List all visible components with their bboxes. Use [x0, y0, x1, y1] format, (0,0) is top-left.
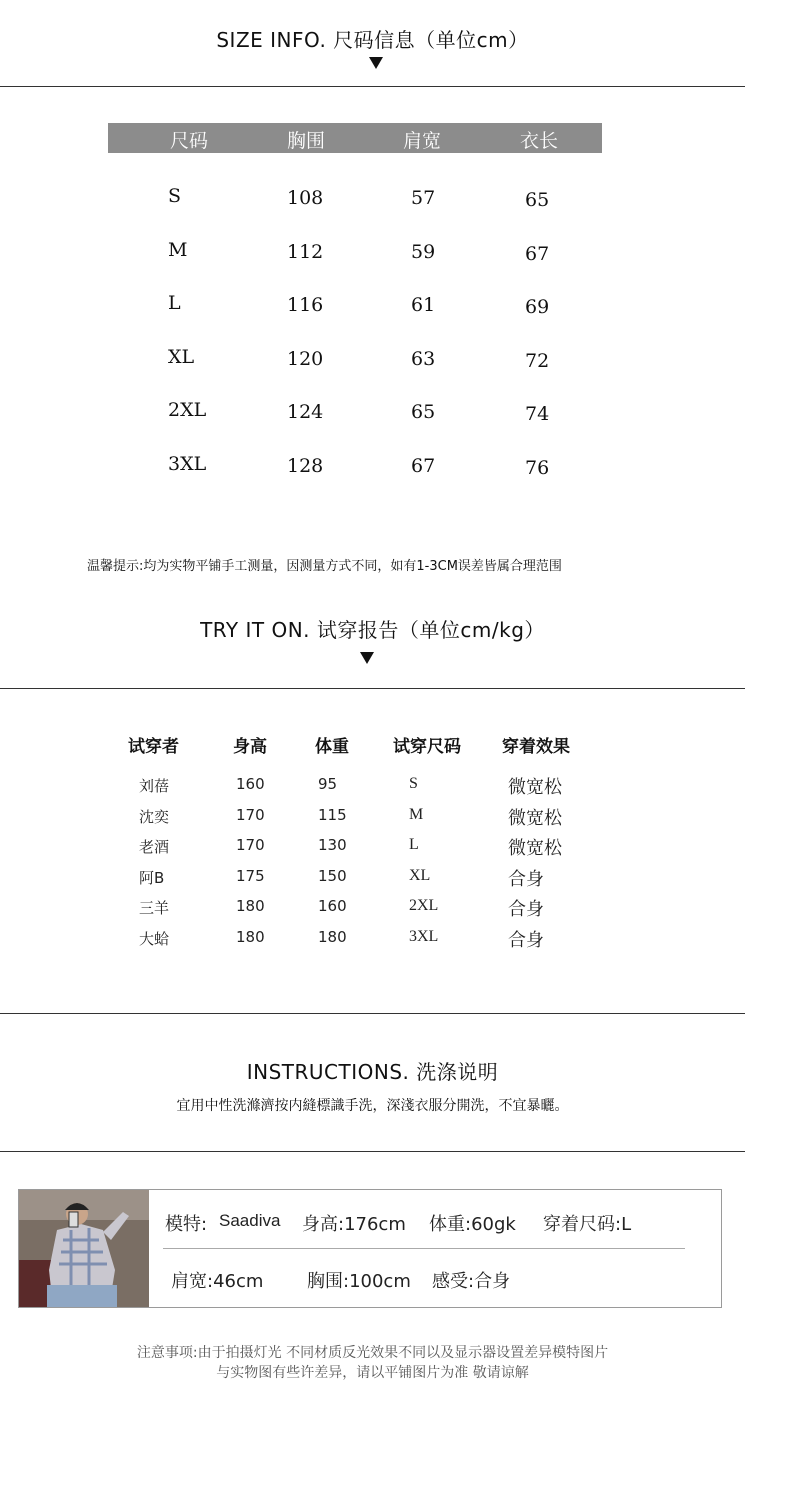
try-on-title: TRY IT ON. 试穿报告（单位cm/kg）: [200, 618, 545, 642]
size-cell-value: 76: [525, 457, 550, 479]
instructions-title: INSTRUCTIONS. 洗涤说明: [246, 1060, 499, 1084]
divider: [0, 1013, 745, 1014]
size-cell-value: 112: [287, 241, 324, 263]
try-cell-weight: 130: [318, 836, 347, 854]
try-header-weight: 体重: [315, 737, 349, 757]
try-header-person: 试穿者: [128, 737, 179, 757]
try-cell-size: 3XL: [409, 928, 439, 945]
model-shoulder: 肩宽:46cm: [171, 1271, 264, 1292]
instructions-text: 宜用中性洗滌濟按内縫標識手洗，深淺衣服分開洗，不宜暴曬。: [176, 1098, 569, 1114]
try-cell-height: 180: [236, 928, 265, 946]
try-cell-weight: 95: [318, 775, 338, 793]
try-cell-person: 沈奕: [139, 808, 170, 826]
try-cell-size: 2XL: [409, 897, 439, 914]
try-cell-height: 170: [236, 836, 265, 854]
try-cell-size: M: [409, 806, 424, 823]
model-name: Saadiva: [219, 1211, 281, 1230]
size-cell-value: 67: [525, 243, 550, 265]
try-cell-weight: 115: [318, 806, 347, 824]
try-cell-height: 170: [236, 806, 265, 824]
divider: [0, 86, 745, 87]
size-cell-value: 108: [287, 187, 324, 209]
try-cell-person: 三羊: [139, 899, 170, 917]
try-cell-person: 阿B: [139, 869, 165, 887]
size-note: 温馨提示:均为实物平铺手工测量，因测量方式不同，如有1-3CM误差皆属合理范围: [87, 559, 562, 574]
model-weight: 体重:60gk: [429, 1214, 516, 1235]
size-cell-size: XL: [168, 346, 195, 368]
try-cell-effect: 微宽松: [508, 808, 562, 829]
try-cell-height: 180: [236, 897, 265, 915]
divider: [0, 688, 745, 689]
size-cell-value: 67: [411, 455, 436, 477]
try-cell-person: 刘蓓: [139, 777, 170, 795]
size-cell-value: 72: [525, 350, 550, 372]
try-cell-effect: 合身: [508, 899, 544, 920]
try-cell-height: 175: [236, 867, 265, 885]
footer-note-line2: 与实物图有些许差异，请以平铺图片为准 敬请谅解: [216, 1365, 529, 1381]
size-cell-size: 2XL: [168, 399, 207, 421]
try-cell-person: 老酒: [139, 838, 170, 856]
size-cell-value: 128: [287, 455, 324, 477]
try-cell-effect: 微宽松: [508, 777, 562, 798]
size-cell-value: 65: [411, 401, 436, 423]
size-header-size: 尺码: [170, 130, 209, 152]
size-cell-value: 116: [287, 294, 324, 316]
size-cell-value: 59: [411, 241, 436, 263]
model-chest: 胸围:100cm: [307, 1271, 411, 1292]
size-cell-size: L: [168, 292, 181, 314]
try-cell-weight: 150: [318, 867, 347, 885]
size-info-title: SIZE INFO. 尺码信息（单位cm）: [216, 28, 529, 52]
size-cell-value: 69: [525, 296, 550, 318]
size-cell-value: 61: [411, 294, 436, 316]
model-divider: [163, 1248, 685, 1249]
try-cell-size: S: [409, 775, 418, 792]
size-cell-value: 57: [411, 187, 436, 209]
size-cell-value: 120: [287, 348, 324, 370]
try-cell-effect: 合身: [508, 930, 544, 951]
try-cell-weight: 160: [318, 897, 347, 915]
try-cell-person: 大蛤: [139, 930, 170, 948]
size-header-shoulder: 肩宽: [403, 130, 442, 152]
model-name-label: 模特:: [165, 1214, 208, 1235]
size-cell-size: S: [168, 185, 182, 207]
size-header-chest: 胸围: [287, 130, 326, 152]
try-cell-height: 160: [236, 775, 265, 793]
size-cell-value: 65: [525, 189, 550, 211]
size-cell-value: 124: [287, 401, 324, 423]
model-height: 身高:176cm: [302, 1214, 406, 1235]
size-cell-value: 74: [525, 403, 550, 425]
down-arrow-icon: [360, 652, 374, 664]
try-cell-weight: 180: [318, 928, 347, 946]
try-header-height: 身高: [233, 737, 267, 757]
divider: [0, 1151, 745, 1152]
size-cell-size: M: [168, 239, 188, 261]
try-cell-effect: 合身: [508, 869, 544, 890]
try-header-size: 试穿尺码: [393, 737, 461, 757]
down-arrow-icon: [369, 57, 383, 69]
model-photo: [19, 1190, 149, 1307]
try-cell-size: XL: [409, 867, 431, 884]
size-table-header: [108, 123, 602, 153]
model-photo-illustration: [19, 1190, 149, 1307]
footer-note-line1: 注意事项:由于拍摄灯光 不同材质反光效果不同以及显示器设置差异模特图片: [136, 1345, 609, 1361]
try-header-effect: 穿着效果: [502, 737, 570, 757]
size-cell-size: 3XL: [168, 453, 207, 475]
size-header-length: 衣长: [520, 130, 559, 152]
try-cell-effect: 微宽松: [508, 838, 562, 859]
model-size: 穿着尺码:L: [543, 1214, 632, 1235]
model-info-box: [18, 1189, 722, 1308]
try-cell-size: L: [409, 836, 419, 853]
size-cell-value: 63: [411, 348, 436, 370]
model-feel: 感受:合身: [432, 1271, 511, 1292]
